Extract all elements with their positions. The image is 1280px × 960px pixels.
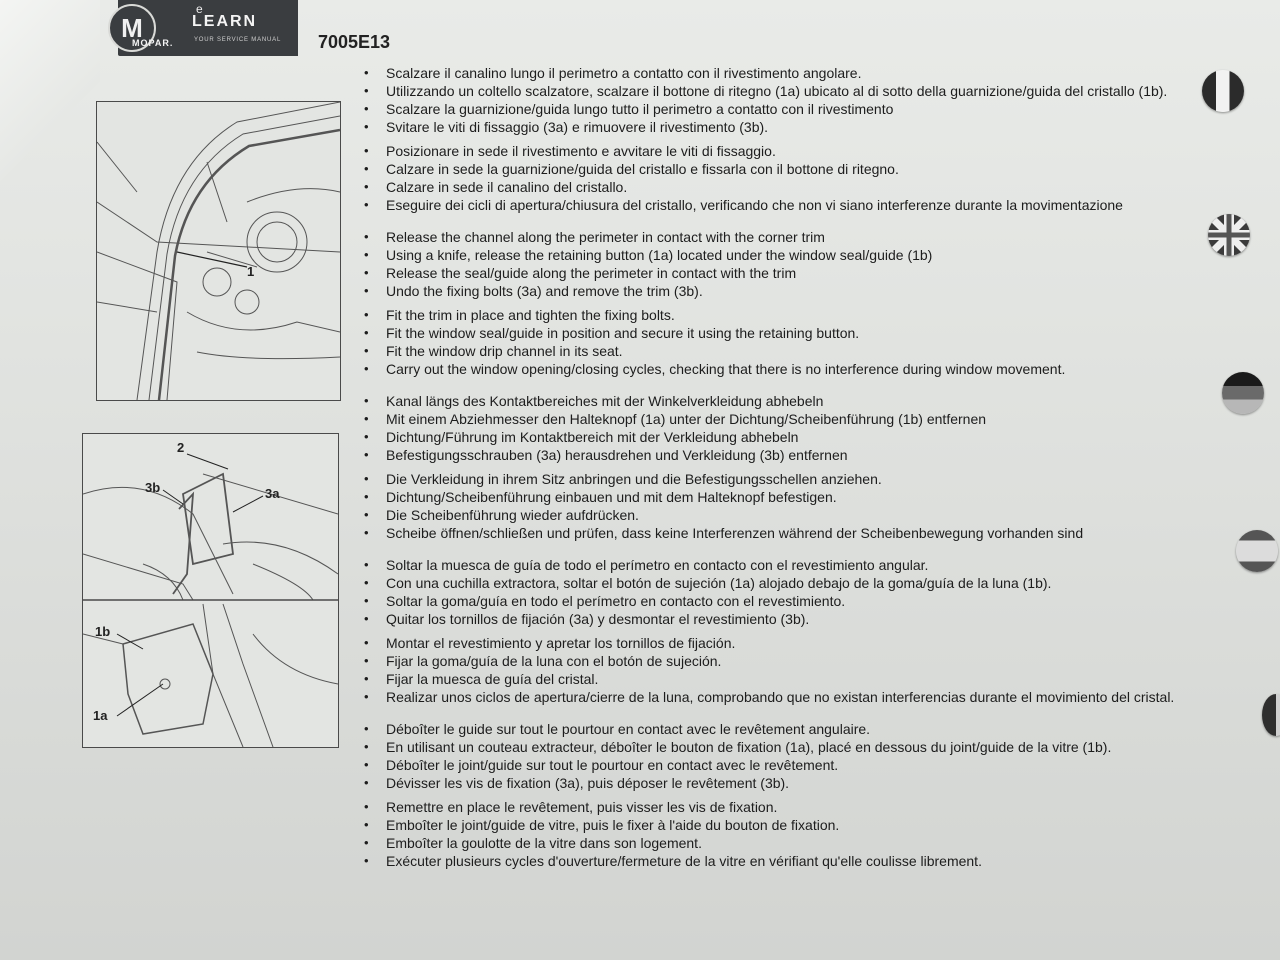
brand-mopar-text: MOPAR.	[132, 38, 174, 48]
list-item: • Undo the fixing bolts (3a) and remove the trim (3b).	[360, 282, 1260, 300]
list-item: • Dichtung/Führung im Kontaktbereich mit der Verkleidung abhebeln	[360, 428, 1260, 446]
callout-1: 1	[247, 264, 255, 279]
list-item: • Eseguire dei cicli di apertura/chiusura del cristallo, verificando che non vi siano interferenze durante la movimentazione	[360, 196, 1260, 214]
france-flag-icon	[1262, 694, 1280, 736]
italian-removal-list	[360, 64, 1260, 136]
italian-refit-list	[360, 142, 1260, 214]
list-item: • Die Verkleidung in ihrem Sitz anbringen und die Befestigungsschellen anziehen.	[360, 470, 1260, 488]
list-item: • Using a knife, release the retaining button (1a) located under the window seal/guide (1b)	[360, 246, 1260, 264]
list-item: • Fijar la goma/guía de la luna con el botón de sujeción.	[360, 652, 1260, 670]
list-item: • Release the seal/guide along the perimeter in contact with the trim	[360, 264, 1260, 282]
callout-3b: 3b	[145, 480, 161, 495]
spanish-refit-list	[360, 634, 1260, 706]
callout-2: 2	[177, 440, 185, 455]
trim-detail-drawing	[83, 434, 338, 747]
spanish-removal-list	[360, 556, 1260, 628]
list-item: • Fit the trim in place and tighten the fixing bolts.	[360, 306, 1260, 324]
french-refit-list	[360, 798, 1260, 870]
list-item: • Scheibe öffnen/schließen und prüfen, dass keine Interferenzen während der Scheibenbewegung vorhanden sind	[360, 524, 1260, 542]
list-item: • Posizionare in sede il rivestimento e avvitare le viti di fissaggio.	[360, 142, 1260, 160]
list-item: • Kanal längs des Kontaktbereiches mit der Winkelverkleidung abhebeln	[360, 392, 1260, 410]
list-item: • Soltar la goma/guía en todo el perímetro en contacto con el revestimiento.	[360, 592, 1260, 610]
list-item: • Dichtung/Scheibenführung einbauen und mit dem Halteknopf befestigen.	[360, 488, 1260, 506]
list-item: • Calzare in sede il canalino del cristallo.	[360, 178, 1260, 196]
callout-3a: 3a	[265, 486, 280, 501]
list-item: • Emboîter le joint/guide de vitre, puis le fixer à l'aide du bouton de fixation.	[360, 816, 1260, 834]
list-item: • Con una cuchilla extractora, soltar el botón de sujeción (1a) alojado debajo de la goma/guía de la luna (1b).	[360, 574, 1260, 592]
list-item: • Remettre en place le revêtement, puis visser les vis de fixation.	[360, 798, 1260, 816]
document-code: 7005E13	[318, 32, 391, 52]
german-refit-list	[360, 470, 1260, 542]
list-item: • En utilisant un couteau extracteur, déboîter le bouton de fixation (1a), placé en dessous du joint/guide de la vitre (1b).	[360, 738, 1260, 756]
german-removal-list	[360, 392, 1260, 464]
list-item: • Utilizzando un coltello scalzatore, scalzare il bottone di ritegno (1a) ubicato al di sotto della guarnizione/guida del cristallo (1b).	[360, 82, 1260, 100]
list-item: • Montar el revestimiento y apretar los tornillos de fijación.	[360, 634, 1260, 652]
figure-trim-detail	[82, 433, 339, 748]
callout-1a: 1a	[93, 708, 108, 723]
brand-learn-text: LEARN	[192, 13, 258, 30]
list-item: • Fit the window seal/guide in position and secure it using the retaining button.	[360, 324, 1260, 342]
list-item: • Die Scheibenführung wieder aufdrücken.	[360, 506, 1260, 524]
list-item: • Fijar la muesca de guía del cristal.	[360, 670, 1260, 688]
list-item: • Scalzare il canalino lungo il perimetro a contatto con il rivestimento angolare.	[360, 64, 1260, 82]
english-refit-list	[360, 306, 1260, 378]
page-fold	[0, 0, 100, 200]
figure-door-overview	[96, 101, 341, 401]
brand-e-text: e	[196, 2, 204, 16]
list-item: • Mit einem Abziehmesser den Halteknopf (1a) unter der Dichtung/Scheibenführung (1b) entfernen	[360, 410, 1260, 428]
list-item: • Exécuter plusieurs cycles d'ouverture/fermeture de la vitre en vérifiant qu'elle coulisse librement.	[360, 852, 1260, 870]
list-item: • Fit the window drip channel in its seat.	[360, 342, 1260, 360]
list-item: • Soltar la muesca de guía de todo el perímetro en contacto con el revestimiento angular.	[360, 556, 1260, 574]
list-item: • Dévisser les vis de fixation (3a), puis déposer le revêtement (3b).	[360, 774, 1260, 792]
list-item: • Befestigungsschrauben (3a) herausdrehen und Verkleidung (3b) entfernen	[360, 446, 1260, 464]
list-item: • Calzare in sede la guarnizione/guida del cristallo e fissarla con il bottone di ritegno.	[360, 160, 1260, 178]
instructions	[360, 64, 1260, 870]
english-removal-list	[360, 228, 1260, 300]
list-item: • Release the channel along the perimeter in contact with the corner trim	[360, 228, 1260, 246]
list-item: • Svitare le viti di fissaggio (3a) e rimuovere il rivestimento (3b).	[360, 118, 1260, 136]
list-item: • Scalzare la guarnizione/guida lungo tutto il perimetro a contatto con il rivestimento	[360, 100, 1260, 118]
french-removal-list	[360, 720, 1260, 792]
mopar-logo: M	[108, 4, 156, 52]
list-item: • Déboîter le joint/guide sur tout le pourtour en contact avec le revêtement.	[360, 756, 1260, 774]
list-item: • Déboîter le guide sur tout le pourtour en contact avec le revêtement angulaire.	[360, 720, 1260, 738]
brand-tagline: YOUR SERVICE MANUAL	[194, 37, 282, 43]
list-item: • Quitar los tornillos de fijación (3a) y desmontar el revestimiento (3b).	[360, 610, 1260, 628]
list-item: • Realizar unos ciclos de apertura/cierre de la luna, comprobando que no existan interferencias durante el movimiento del cristal.	[360, 688, 1260, 706]
list-item: • Emboîter la goulotte de la vitre dans son logement.	[360, 834, 1260, 852]
list-item: • Carry out the window opening/closing cycles, checking that there is no interference during window movement.	[360, 360, 1260, 378]
callout-1b: 1b	[95, 624, 111, 639]
door-overview-drawing	[97, 102, 340, 400]
